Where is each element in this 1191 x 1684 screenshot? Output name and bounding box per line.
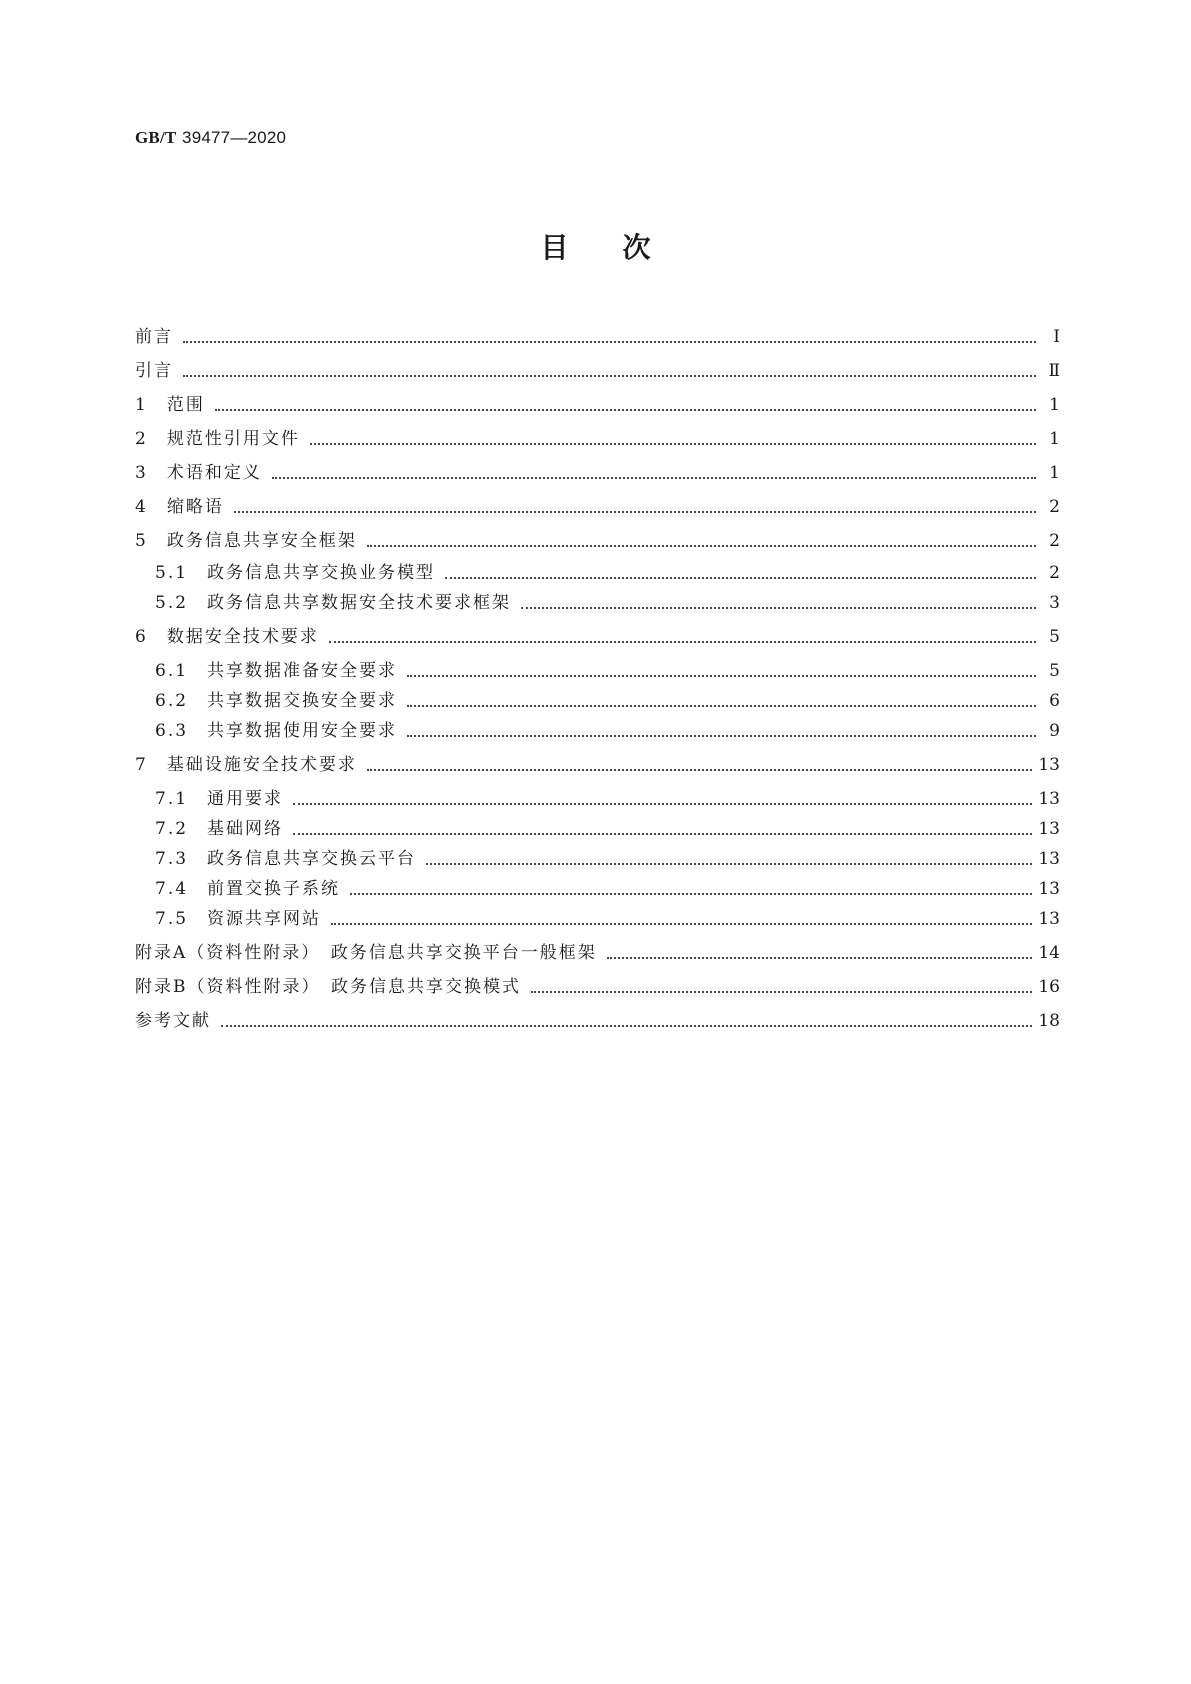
toc-entry-page: Ⅰ xyxy=(1053,327,1060,347)
toc-entry[interactable] xyxy=(135,326,1060,348)
dot-leader xyxy=(367,545,1036,547)
toc-entry-page: 16 xyxy=(1038,977,1060,997)
toc-entry[interactable] xyxy=(155,690,1060,712)
toc-entry[interactable] xyxy=(135,976,1060,998)
toc-entry-page: 3 xyxy=(1049,593,1060,613)
dot-leader xyxy=(293,803,1032,805)
toc-entry-text: 7.1 通用要求 xyxy=(155,789,284,809)
dot-leader xyxy=(234,511,1036,513)
dot-leader xyxy=(521,607,1036,609)
dot-leader xyxy=(607,957,1033,959)
dot-leader xyxy=(310,443,1036,445)
toc-entry-page: 5 xyxy=(1049,661,1060,681)
dot-leader xyxy=(407,735,1036,737)
standard-year: 39477—2020 xyxy=(182,128,287,147)
toc-entry-page: 18 xyxy=(1038,1011,1060,1031)
toc-entry[interactable] xyxy=(135,360,1060,382)
toc-entry-text: 6.3 共享数据使用安全要求 xyxy=(155,721,398,741)
toc-entry-page: 13 xyxy=(1038,909,1060,929)
standard-number xyxy=(135,128,286,148)
toc-entry-page: 2 xyxy=(1049,497,1060,517)
toc-entry-text: 6.1 共享数据准备安全要求 xyxy=(155,661,398,681)
toc-entry[interactable] xyxy=(135,428,1060,450)
toc-entry[interactable] xyxy=(155,908,1060,930)
dot-leader xyxy=(221,1025,1032,1027)
standard-code: GB/T xyxy=(135,128,177,147)
toc-entry-page: 9 xyxy=(1049,721,1060,741)
toc-entry-text: 附录B（资料性附录） 政务信息共享交换模式 xyxy=(135,977,521,997)
toc-entry-text: 引言 xyxy=(135,361,173,381)
dot-leader xyxy=(293,833,1032,835)
dot-leader xyxy=(215,409,1036,411)
toc-entry[interactable] xyxy=(155,660,1060,682)
toc-entry[interactable] xyxy=(155,878,1060,900)
toc-entry-page: 5 xyxy=(1049,627,1060,647)
toc-entry-text: 4 缩略语 xyxy=(135,497,224,517)
toc-entry[interactable] xyxy=(155,562,1060,584)
dot-leader xyxy=(531,991,1032,993)
page-title: 目次 xyxy=(540,231,705,264)
toc-entry-text: 前言 xyxy=(135,327,173,347)
toc-entry-page: 13 xyxy=(1038,879,1060,899)
dot-leader xyxy=(183,341,1036,343)
toc-entry-page: 14 xyxy=(1038,943,1060,963)
toc-entry[interactable] xyxy=(135,754,1060,776)
toc-entry-text: 参考文献 xyxy=(135,1011,211,1031)
toc-entry-text: 7.3 政务信息共享交换云平台 xyxy=(155,849,417,869)
toc-entry-page: 2 xyxy=(1049,563,1060,583)
toc-entry-page: 1 xyxy=(1049,395,1060,415)
toc-entry-text: 5.2 政务信息共享数据安全技术要求框架 xyxy=(155,593,512,613)
toc-entry[interactable] xyxy=(135,394,1060,416)
toc-entry-page: 1 xyxy=(1049,463,1060,483)
toc-entry-page: 1 xyxy=(1049,429,1060,449)
toc-entry-text: 6.2 共享数据交换安全要求 xyxy=(155,691,398,711)
toc-entry-text: 2 规范性引用文件 xyxy=(135,429,300,449)
toc-entry-text: 5 政务信息共享安全框架 xyxy=(135,531,357,551)
toc-entry-text: 3 术语和定义 xyxy=(135,463,262,483)
toc-entry-text: 7 基础设施安全技术要求 xyxy=(135,755,357,775)
toc-entry[interactable] xyxy=(155,720,1060,742)
dot-leader xyxy=(367,769,1033,771)
dot-leader xyxy=(445,577,1036,579)
toc-entry-page: 13 xyxy=(1038,819,1060,839)
toc-entry-text: 附录A（资料性附录） 政务信息共享交换平台一般框架 xyxy=(135,943,597,963)
toc-entry[interactable] xyxy=(135,626,1060,648)
toc-entry[interactable] xyxy=(135,942,1060,964)
dot-leader xyxy=(272,477,1036,479)
dot-leader xyxy=(426,863,1032,865)
toc-entry[interactable] xyxy=(135,462,1060,484)
toc-entry-page: 13 xyxy=(1038,755,1060,775)
toc-entry[interactable] xyxy=(155,848,1060,870)
toc-entry-page: 6 xyxy=(1049,691,1060,711)
toc-entry-page: 13 xyxy=(1038,849,1060,869)
toc-entry-text: 5.1 政务信息共享交换业务模型 xyxy=(155,563,436,583)
toc-entry-text: 1 范围 xyxy=(135,395,205,415)
toc-entry[interactable] xyxy=(135,496,1060,518)
dot-leader xyxy=(407,705,1036,707)
dot-leader xyxy=(407,675,1036,677)
dot-leader xyxy=(329,641,1036,643)
toc-entry-text: 7.4 前置交换子系统 xyxy=(155,879,341,899)
toc-entry-text: 7.5 资源共享网站 xyxy=(155,909,322,929)
toc-entry-page: Ⅱ xyxy=(1048,361,1060,381)
toc-entry[interactable] xyxy=(155,788,1060,810)
toc-entry-page: 13 xyxy=(1038,789,1060,809)
dot-leader xyxy=(183,375,1036,377)
toc-entry[interactable] xyxy=(135,530,1060,552)
dot-leader xyxy=(350,893,1032,895)
toc-entry[interactable] xyxy=(155,818,1060,840)
toc-entry[interactable] xyxy=(135,1010,1060,1032)
dot-leader xyxy=(331,923,1032,925)
toc-entry[interactable] xyxy=(155,592,1060,614)
toc-entry-page: 2 xyxy=(1049,531,1060,551)
toc-entry-text: 7.2 基础网络 xyxy=(155,819,284,839)
toc-entry-text: 6 数据安全技术要求 xyxy=(135,627,319,647)
